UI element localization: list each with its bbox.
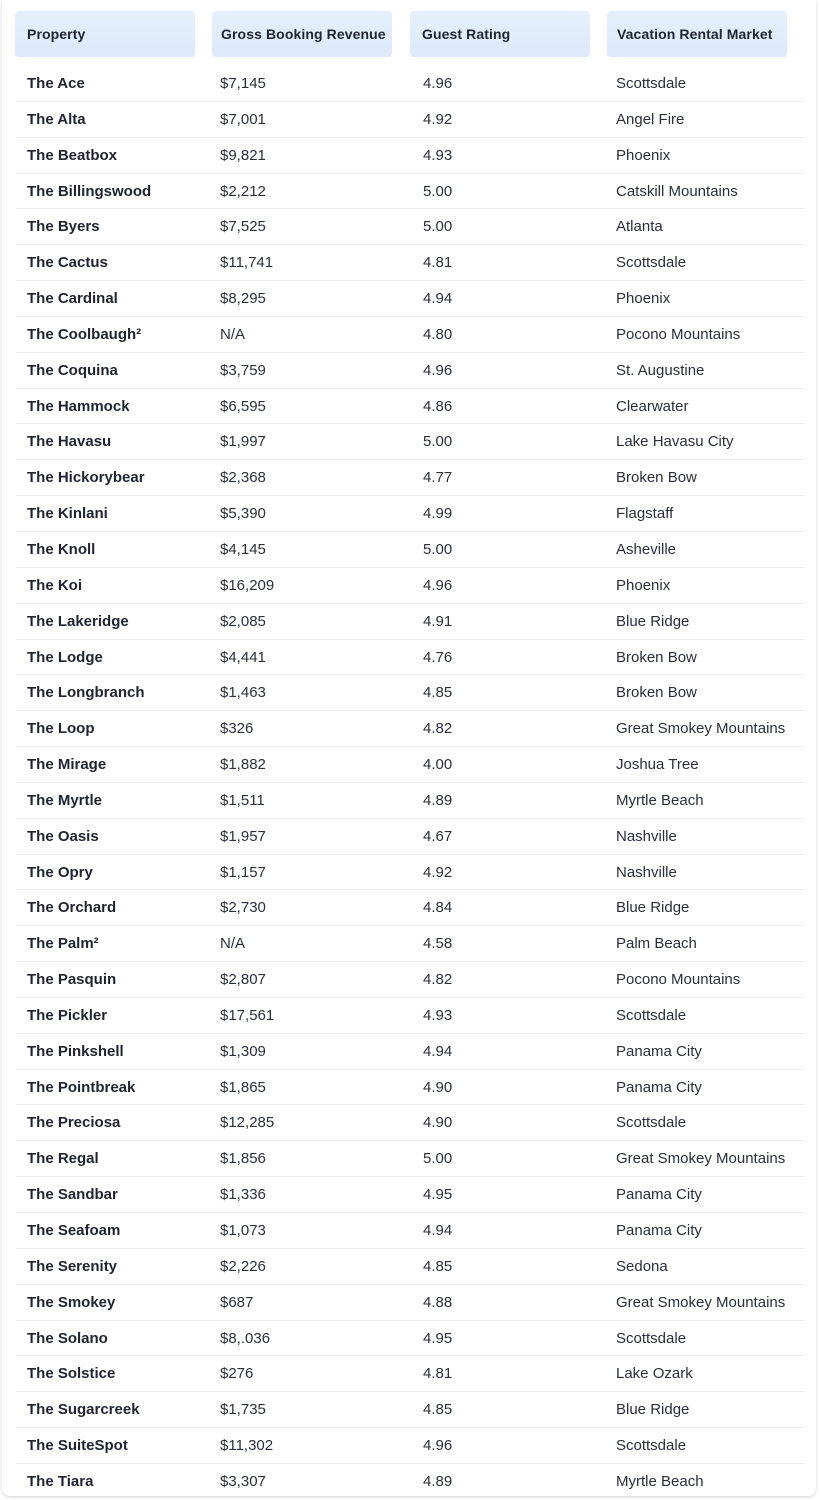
property-cell: The Smokey bbox=[27, 1293, 116, 1311]
rating-cell: 4.96 bbox=[423, 361, 453, 379]
revenue-cell: $2,212 bbox=[220, 182, 266, 200]
rating-cell: 5.00 bbox=[423, 540, 453, 558]
revenue-cell: $1,856 bbox=[220, 1150, 266, 1168]
revenue-cell: $4,145 bbox=[220, 540, 266, 558]
table-row bbox=[2, 1356, 816, 1392]
rating-cell: 4.90 bbox=[423, 1078, 453, 1096]
rating-cell: 4.84 bbox=[423, 899, 453, 917]
property-cell: The Longbranch bbox=[27, 684, 145, 702]
market-cell: Nashville bbox=[616, 863, 677, 881]
revenue-cell: N/A bbox=[220, 325, 246, 343]
market-cell: Broken Bow bbox=[616, 684, 697, 702]
revenue-cell: $1,511 bbox=[220, 791, 265, 809]
rating-cell: 4.89 bbox=[423, 791, 453, 809]
revenue-cell: N/A bbox=[220, 935, 246, 953]
table-row bbox=[2, 1034, 816, 1070]
header-guest-rating: Guest Rating bbox=[410, 11, 590, 57]
revenue-cell: $11,302 bbox=[220, 1437, 274, 1455]
market-cell: Scottsdale bbox=[616, 254, 687, 272]
property-cell: The Koi bbox=[27, 576, 82, 594]
revenue-cell: $17,561 bbox=[220, 1006, 275, 1024]
market-cell: Great Smokey Mountains bbox=[616, 1150, 786, 1168]
rating-cell: 5.00 bbox=[423, 218, 453, 236]
table-row bbox=[2, 675, 816, 711]
table-row bbox=[2, 1070, 816, 1106]
revenue-cell: $3,759 bbox=[220, 361, 266, 379]
revenue-cell: $1,882 bbox=[220, 756, 266, 774]
property-cell: The SuiteSpot bbox=[27, 1437, 128, 1455]
property-cell: The Serenity bbox=[27, 1257, 118, 1275]
rating-cell: 4.86 bbox=[423, 397, 453, 415]
market-cell: Flagstaff bbox=[616, 505, 674, 523]
revenue-cell: $7,001 bbox=[220, 110, 266, 128]
revenue-cell: $9,821 bbox=[220, 146, 266, 164]
table-body bbox=[2, 66, 816, 1500]
rating-cell: 4.99 bbox=[423, 505, 453, 523]
property-cell: The Knoll bbox=[27, 540, 96, 558]
rating-cell: 4.85 bbox=[423, 684, 453, 702]
market-cell: Great Smokey Mountains bbox=[616, 720, 786, 738]
table-row bbox=[2, 1105, 816, 1141]
property-cell: The Byers bbox=[27, 218, 100, 236]
rating-cell: 4.82 bbox=[423, 971, 453, 989]
table-row bbox=[2, 138, 816, 174]
table-row bbox=[2, 1321, 816, 1357]
rental-table bbox=[2, 0, 816, 1496]
revenue-cell: $1,463 bbox=[220, 684, 266, 702]
rating-cell: 4.92 bbox=[423, 863, 453, 881]
table-row bbox=[2, 890, 816, 926]
property-cell: The Havasu bbox=[27, 433, 112, 451]
table-row bbox=[2, 1213, 816, 1249]
table-row bbox=[2, 711, 816, 747]
rating-cell: 4.93 bbox=[423, 146, 453, 164]
revenue-cell: $11,741 bbox=[220, 254, 274, 272]
table-row bbox=[2, 604, 816, 640]
header-gross-booking-revenue: Gross Booking Revenue bbox=[212, 11, 392, 57]
table-row bbox=[2, 102, 816, 138]
property-cell: The Hammock bbox=[27, 397, 130, 415]
rating-cell: 4.76 bbox=[423, 648, 453, 666]
market-cell: Scottsdale bbox=[616, 1114, 687, 1132]
market-cell: Lake Ozark bbox=[616, 1365, 693, 1383]
property-cell: The Opry bbox=[27, 863, 93, 881]
market-cell: Myrtle Beach bbox=[616, 1472, 704, 1490]
property-cell: The Regal bbox=[27, 1150, 99, 1168]
rating-cell: 4.88 bbox=[423, 1293, 453, 1311]
market-cell: Palm Beach bbox=[616, 935, 697, 953]
table-row bbox=[2, 962, 816, 998]
market-cell: Nashville bbox=[616, 827, 677, 845]
revenue-cell: $1,997 bbox=[220, 433, 266, 451]
table-row bbox=[2, 317, 816, 353]
table-row bbox=[2, 460, 816, 496]
table-row bbox=[2, 568, 816, 604]
market-cell: Phoenix bbox=[616, 576, 671, 594]
market-cell: Blue Ridge bbox=[616, 612, 690, 630]
market-cell: Scottsdale bbox=[616, 1006, 687, 1024]
revenue-cell: $1,309 bbox=[220, 1042, 266, 1060]
revenue-cell: $1,157 bbox=[220, 863, 266, 881]
property-cell: The Hickorybear bbox=[27, 469, 145, 487]
revenue-cell: $12,285 bbox=[220, 1114, 275, 1132]
rating-cell: 4.81 bbox=[423, 1365, 453, 1383]
table-row bbox=[2, 424, 816, 460]
revenue-cell: $8,295 bbox=[220, 290, 266, 308]
table-row bbox=[2, 783, 816, 819]
market-cell: Broken Bow bbox=[616, 469, 697, 487]
rating-cell: 4.96 bbox=[423, 576, 453, 594]
table-row bbox=[2, 1392, 816, 1428]
market-cell: Panama City bbox=[616, 1078, 702, 1096]
rating-cell: 5.00 bbox=[423, 1150, 453, 1168]
rating-cell: 4.85 bbox=[423, 1401, 453, 1419]
rating-cell: 4.58 bbox=[423, 935, 453, 953]
rating-cell: 5.00 bbox=[423, 182, 453, 200]
revenue-cell: $1,073 bbox=[220, 1222, 266, 1239]
market-cell: Panama City bbox=[616, 1222, 702, 1239]
table-row bbox=[2, 1285, 816, 1321]
revenue-cell: $326 bbox=[220, 720, 254, 738]
market-cell: Panama City bbox=[616, 1042, 702, 1060]
rating-cell: 4.92 bbox=[423, 110, 453, 128]
property-cell: The Ace bbox=[27, 75, 85, 92]
rating-cell: 4.90 bbox=[423, 1114, 453, 1132]
header-vacation-rental-market: Vacation Rental Market bbox=[607, 11, 787, 57]
market-cell: Scottsdale bbox=[616, 1329, 687, 1347]
market-cell: Clearwater bbox=[616, 397, 689, 415]
property-cell: The Seafoam bbox=[27, 1222, 121, 1239]
market-cell: Asheville bbox=[616, 540, 677, 558]
market-cell: Phoenix bbox=[616, 290, 671, 308]
table-row bbox=[2, 496, 816, 532]
rating-cell: 4.91 bbox=[423, 612, 453, 630]
table-row bbox=[2, 640, 816, 676]
table-row bbox=[2, 245, 816, 281]
market-cell: Phoenix bbox=[616, 146, 671, 164]
revenue-cell: $1,957 bbox=[220, 827, 266, 845]
property-cell: The Myrtle bbox=[27, 791, 103, 809]
table-row bbox=[2, 209, 816, 245]
rating-cell: 4.00 bbox=[423, 756, 453, 774]
rating-cell: 4.96 bbox=[423, 75, 453, 92]
rating-cell: 4.89 bbox=[423, 1472, 453, 1490]
property-cell: The Sugarcreek bbox=[27, 1401, 140, 1419]
table-row bbox=[2, 998, 816, 1034]
property-cell: The Billingswood bbox=[27, 182, 152, 200]
market-cell: Sedona bbox=[616, 1257, 668, 1275]
property-cell: The Coolbaugh² bbox=[27, 325, 142, 343]
market-cell: Broken Bow bbox=[616, 648, 697, 666]
property-cell: The Palm² bbox=[27, 935, 99, 953]
property-cell: The Sandbar bbox=[27, 1186, 118, 1204]
revenue-cell: $1,735 bbox=[220, 1401, 266, 1419]
revenue-cell: $8,.036 bbox=[220, 1329, 271, 1347]
rating-cell: 4.95 bbox=[423, 1329, 453, 1347]
market-cell: Great Smokey Mountains bbox=[616, 1293, 786, 1311]
revenue-cell: $16,209 bbox=[220, 576, 275, 594]
revenue-cell: $2,085 bbox=[220, 612, 266, 630]
property-cell: The Lodge bbox=[27, 648, 103, 666]
rating-cell: 4.93 bbox=[423, 1006, 453, 1024]
rating-cell: 4.95 bbox=[423, 1186, 453, 1204]
table-row bbox=[2, 855, 816, 891]
revenue-cell: $2,807 bbox=[220, 971, 266, 989]
property-cell: The Alta bbox=[27, 110, 86, 128]
table-row bbox=[2, 1249, 816, 1285]
property-cell: The Tiara bbox=[27, 1472, 94, 1490]
market-cell: Angel Fire bbox=[616, 110, 685, 128]
rating-cell: 4.82 bbox=[423, 720, 453, 738]
market-cell: Lake Havasu City bbox=[616, 433, 734, 451]
revenue-cell: $5,390 bbox=[220, 505, 266, 523]
property-cell: The Oasis bbox=[27, 827, 99, 845]
rating-cell: 5.00 bbox=[423, 433, 453, 451]
property-cell: The Coquina bbox=[27, 361, 118, 379]
market-cell: Myrtle Beach bbox=[616, 791, 704, 809]
revenue-cell: $3,307 bbox=[220, 1472, 266, 1490]
table-header bbox=[2, 11, 816, 57]
property-cell: The Cactus bbox=[27, 254, 108, 272]
property-cell: The Pasquin bbox=[27, 971, 117, 989]
rating-cell: 4.81 bbox=[423, 254, 453, 272]
table-row bbox=[2, 819, 816, 855]
property-cell: The Pointbreak bbox=[27, 1078, 136, 1096]
market-cell: Blue Ridge bbox=[616, 1401, 690, 1419]
table-row bbox=[2, 747, 816, 783]
market-cell: Catskill Mountains bbox=[616, 182, 738, 200]
table-row bbox=[2, 389, 816, 425]
market-cell: St. Augustine bbox=[616, 361, 705, 379]
revenue-cell: $7,145 bbox=[220, 75, 266, 92]
market-cell: Pocono Mountains bbox=[616, 971, 741, 989]
rating-cell: 4.80 bbox=[423, 325, 453, 343]
property-cell: The Cardinal bbox=[27, 290, 118, 308]
property-cell: The Mirage bbox=[27, 756, 107, 774]
rating-cell: 4.94 bbox=[423, 290, 453, 308]
revenue-cell: $687 bbox=[220, 1293, 254, 1311]
rating-cell: 4.96 bbox=[423, 1437, 453, 1455]
rating-cell: 4.77 bbox=[423, 469, 453, 487]
table-row bbox=[2, 1428, 816, 1464]
table-row bbox=[2, 353, 816, 389]
rating-cell: 4.85 bbox=[423, 1257, 453, 1275]
table-row bbox=[2, 281, 816, 317]
market-cell: Atlanta bbox=[616, 218, 663, 236]
table-row bbox=[2, 532, 816, 568]
table-row bbox=[2, 66, 816, 102]
revenue-cell: $276 bbox=[220, 1365, 254, 1383]
property-cell: The Preciosa bbox=[27, 1114, 121, 1132]
rating-cell: 4.94 bbox=[423, 1042, 453, 1060]
rating-cell: 4.94 bbox=[423, 1222, 453, 1239]
revenue-cell: $1,865 bbox=[220, 1078, 266, 1096]
property-cell: The Pickler bbox=[27, 1006, 108, 1024]
property-cell: The Orchard bbox=[27, 899, 117, 917]
market-cell: Pocono Mountains bbox=[616, 325, 741, 343]
property-cell: The Solano bbox=[27, 1329, 108, 1347]
market-cell: Scottsdale bbox=[616, 1437, 687, 1455]
property-cell: The Pinkshell bbox=[27, 1042, 124, 1060]
market-cell: Panama City bbox=[616, 1186, 702, 1204]
revenue-cell: $7,525 bbox=[220, 218, 266, 236]
revenue-cell: $1,336 bbox=[220, 1186, 266, 1204]
property-cell: The Loop bbox=[27, 720, 95, 738]
property-cell: The Beatbox bbox=[27, 146, 118, 164]
table-row bbox=[2, 1177, 816, 1213]
property-cell: The Solstice bbox=[27, 1365, 116, 1383]
table-row bbox=[2, 926, 816, 962]
property-cell: The Kinlani bbox=[27, 505, 108, 523]
revenue-cell: $6,595 bbox=[220, 397, 266, 415]
table-row bbox=[2, 1464, 816, 1500]
market-cell: Blue Ridge bbox=[616, 899, 690, 917]
table-row bbox=[2, 1141, 816, 1177]
table-row bbox=[2, 174, 816, 210]
header-property: Property bbox=[15, 11, 195, 57]
property-cell: The Lakeridge bbox=[27, 612, 129, 630]
revenue-cell: $4,441 bbox=[220, 648, 266, 666]
revenue-cell: $2,730 bbox=[220, 899, 266, 917]
rating-cell: 4.67 bbox=[423, 827, 453, 845]
revenue-cell: $2,226 bbox=[220, 1257, 266, 1275]
market-cell: Scottsdale bbox=[616, 75, 687, 92]
revenue-cell: $2,368 bbox=[220, 469, 266, 487]
market-cell: Joshua Tree bbox=[616, 756, 699, 774]
